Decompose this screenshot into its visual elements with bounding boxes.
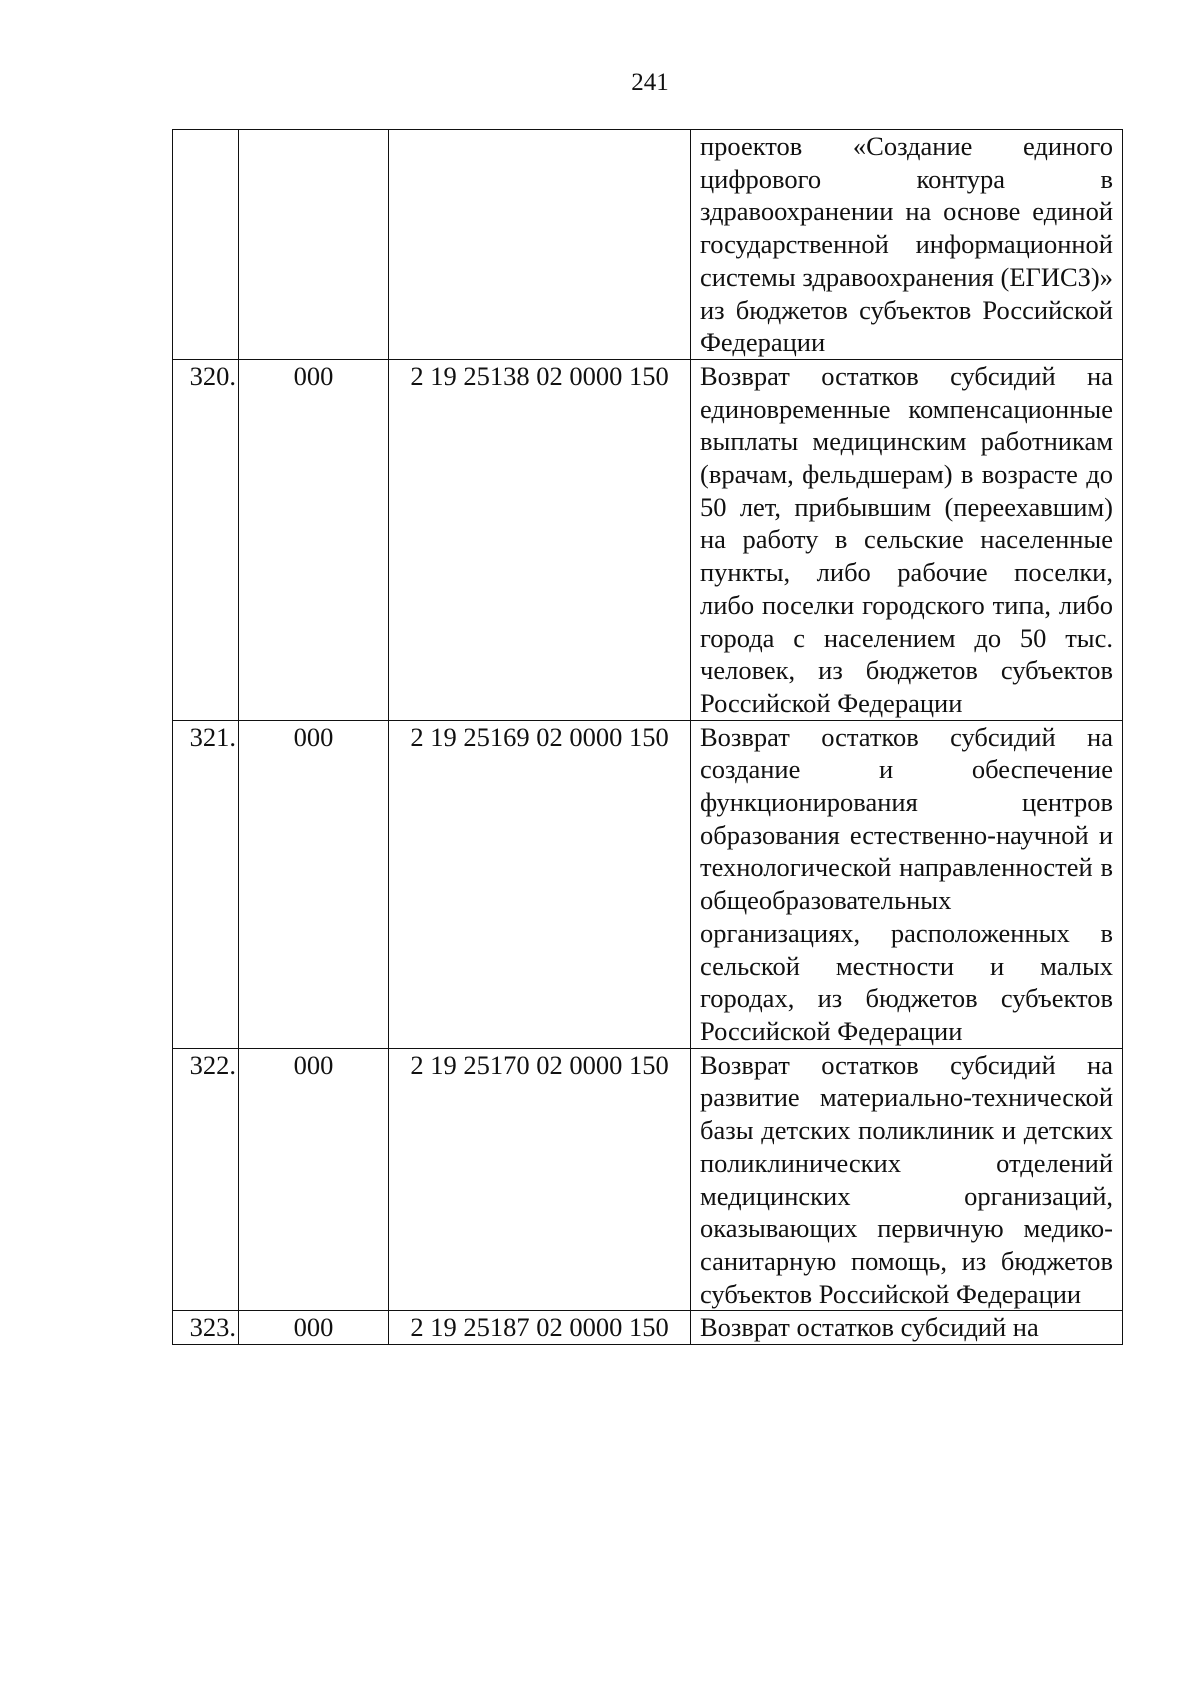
table-row bbox=[173, 720, 1123, 1048]
admin-code-cell: 000 bbox=[239, 1048, 389, 1311]
revenue-name-cell: Возврат остатков субсидий на единовременные компенсационные выплаты медицинским работникам (врачам, фельдшерам) в возрасте до 50 лет, прибывшим (переехавшим) на работу в сельские населенные пункты, либо рабочие поселки, либо поселки городского типа, либо города с населением до 50 тыс. человек, из бюджетов субъектов Российской Федерации bbox=[691, 359, 1123, 720]
revenue-name-cell: проектов «Создание единого цифрового контура в здравоохранении на основе единой государственной информационной системы здравоохранения (ЕГИСЗ)» из бюджетов субъектов Российской Федерации bbox=[691, 130, 1123, 360]
page-number: 241 bbox=[631, 69, 669, 96]
budget-code-cell: 2 19 25169 02 0000 150 bbox=[389, 720, 691, 1048]
table-row bbox=[173, 359, 1123, 720]
revenue-name-cell: Возврат остатков субсидий на развитие материально-технической базы детских поликлиник и детских поликлинических отделений медицинских организаций, оказывающих первичную медико-санитарную помощь, из бюджетов субъектов Российской Федерации bbox=[691, 1048, 1123, 1311]
admin-code-cell: 000 bbox=[239, 720, 389, 1048]
budget-code-cell: 2 19 25187 02 0000 150 bbox=[389, 1311, 691, 1345]
admin-code-cell bbox=[239, 130, 389, 360]
row-number-cell: 322. bbox=[173, 1048, 239, 1311]
admin-code-cell: 000 bbox=[239, 359, 389, 720]
revenue-name-cell: Возврат остатков субсидий на создание и обеспечение функционирования центров образования естественно-научной и технологической направленностей в общеобразовательных организациях, расположенных в сельской местности и малых городах, из бюджетов субъектов Российской Федерации bbox=[691, 720, 1123, 1048]
revenue-name-cell: Возврат остатков субсидий на bbox=[691, 1311, 1123, 1345]
table-row bbox=[173, 130, 1123, 360]
budget-code-cell: 2 19 25170 02 0000 150 bbox=[389, 1048, 691, 1311]
row-number-cell: 323. bbox=[173, 1311, 239, 1345]
row-number-cell bbox=[173, 130, 239, 360]
row-number-cell: 320. bbox=[173, 359, 239, 720]
budget-code-cell: 2 19 25138 02 0000 150 bbox=[389, 359, 691, 720]
admin-code-cell: 000 bbox=[239, 1311, 389, 1345]
table-row bbox=[173, 1048, 1123, 1311]
row-number-cell: 321. bbox=[173, 720, 239, 1048]
table-row bbox=[173, 1311, 1123, 1345]
budget-code-table bbox=[172, 129, 1123, 1345]
budget-code-cell bbox=[389, 130, 691, 360]
